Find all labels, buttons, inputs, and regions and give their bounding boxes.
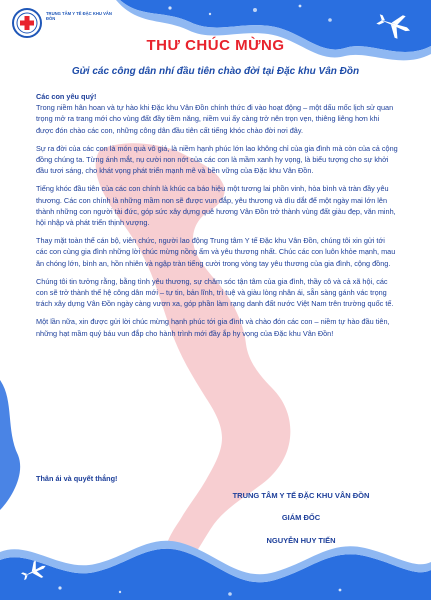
paragraph-5: Chúng tôi tin tưởng rằng, bằng tình yêu thương, sự chăm sóc tận tâm của gia đình, thầy cô và cả xã hội, các con sẽ trở thành thế hệ công dân mới – tự tin, bản lĩnh, trí tuệ và giàu lòng nhân ái, sẵn sàng gánh vác trọng trách xây dựng Vân Đồn ngày càng vươn xa, góp phần làm rạng danh đất nước Việt Nam trên trường quốc tế. [36,276,394,309]
paragraph-1: Trong niềm hân hoan và tự hào khi Đặc khu Vân Đồn chính thức đi vào hoạt động – một dấu mốc lịch sử quan trọng mở ra trang mới cho vùng đất đầy tiềm năng, niềm vui ấy càng trở nên trọn vẹn, thiêng liêng hơn khi được đón chào các con, những công dân đầu tiên cất tiếng khóc chào đời nơi đây. [36,103,394,135]
greeting: Các con yêu quý! [36,92,97,101]
signature-organization: TRUNG TÂM Y TẾ ĐẶC KHU VÂN ĐỒN [232,491,370,500]
letter-body [36,91,398,346]
paragraph-4: Thay mặt toàn thể cán bộ, viên chức, người lao động Trung tâm Y tế Đặc khu Vân Đồn, chúng tôi xin gửi tới các con cùng gia đình những lời chúc mừng nồng ấm và yêu thương nhất. Chúc các con luôn khỏe mạnh, mau ăn chóng lớn, bình an, hồn nhiên và ngập tràn tiếng cười trong vòng tay yêu thương của gia đình, cộng đồng. [36,236,396,268]
paragraph-2: Sự ra đời của các con là món quà vô giá, là niềm hạnh phúc lớn lao không chỉ của gia đình mà còn của cả cộng đồng chúng ta. Từng ánh mắt, nụ cười non nớt của các con là mầm xanh hy vọng, là biểu tượng cho sự khởi đầu tươi sáng, cho khát vọng phát triển mạnh mẽ và bền vững của Đặc khu Vân Đồn. [36,143,398,176]
closing-line: Thân ái và quyết thắng! [36,474,118,483]
letter-title: THƯ CHÚC MỪNG [146,37,285,54]
paragraph-6: Một lần nữa, xin được gửi lời chúc mừng hạnh phúc tới gia đình và chào đón các con – niềm tự hào đầu tiên, những hạt mầm quý báu vun đắp cho hành trình mới đầy ắp hy vọng của Đặc khu Vân Đồn! [36,317,390,338]
letter-subtitle: Gửi các công dân nhí đầu tiên chào đời tại Đặc khu Vân Đồn [71,66,360,77]
signature-position: GIÁM ĐỐC [281,513,321,522]
signature-name: NGUYỄN HUY TIẾN [266,536,336,545]
logo-text: TRUNG TÂM Y TẾ ĐẶC KHU VÂN ĐỒN [46,11,112,22]
paragraph-3: Tiếng khóc đầu tiên của các con chính là khúc ca báo hiệu một tương lai phồn vinh, hòa bình và tràn đầy yêu thương. Các con chính là những mầm non sẽ được vun đắp, yêu thương và dìu dắt để một ngày mai lớn lên thành những con người tài đức, góp sức xây dựng quê hương Vân Đồn trở thành vùng đất giàu đẹp, văn minh, hội nhập và phát triển thịnh vượng. [36,184,396,228]
hospital-logo-icon [12,8,42,38]
